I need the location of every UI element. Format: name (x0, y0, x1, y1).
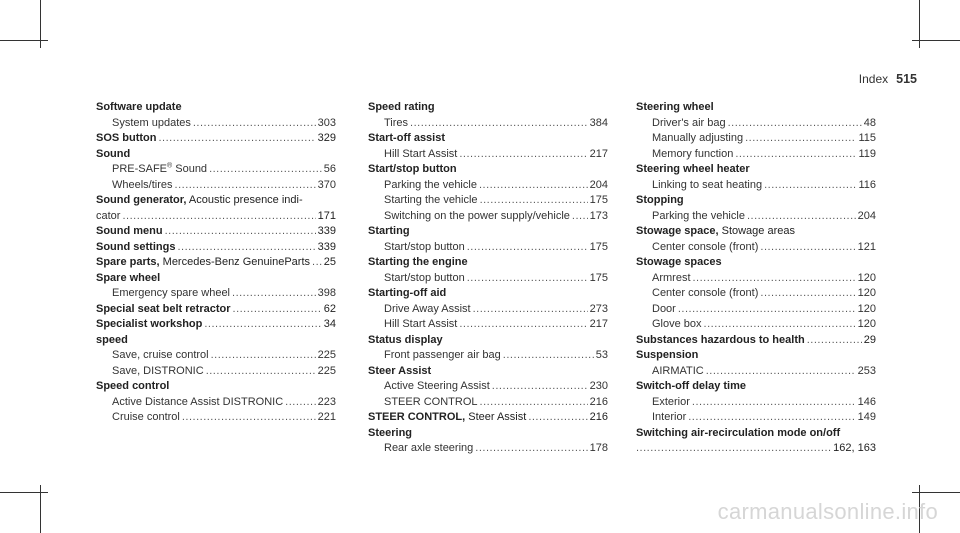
index-column-2 (368, 100, 608, 457)
page-number: 515 (896, 72, 917, 86)
entry-heading: Steering (368, 426, 413, 439)
index-entry[interactable]: Sound menu ..... 339 (96, 224, 336, 240)
index-entry[interactable]: STEER CONTROL, Steer Assist ..... 216 (368, 410, 608, 426)
entry-heading: Steering wheel (636, 101, 714, 113)
page-ref: 53 (595, 349, 608, 361)
index-entry (636, 100, 876, 162)
index-entry (368, 333, 608, 364)
page-ref: 25 (323, 256, 336, 268)
sub-entry[interactable]: PRE-SAFE® Sound ..... 56 (96, 162, 336, 178)
entry-heading: Start-off assist (368, 132, 446, 144)
page-ref: 56 (323, 163, 336, 175)
sub-entry[interactable]: Start/stop button ..... 175 (368, 271, 608, 287)
page-ref: 120 (857, 318, 876, 330)
index-entry[interactable]: Substances hazardous to health ..... 29 (636, 333, 876, 349)
sub-entry[interactable]: Start/stop button ..... 175 (368, 240, 608, 256)
page-ref: 171 (317, 209, 336, 222)
index-entry (636, 379, 876, 426)
sub-entry[interactable]: Active Steering Assist ..... 230 (368, 379, 608, 395)
page-ref: 225 (317, 364, 336, 377)
page-ref: 223 (317, 395, 336, 408)
page-ref: 398 (317, 287, 336, 299)
page-header (859, 72, 917, 86)
page-ref: 230 (589, 380, 608, 392)
entry-heading: Stopping (636, 194, 684, 206)
page-ref: 178 (589, 442, 608, 454)
sub-entry[interactable]: Door ..... 120 (636, 302, 876, 318)
crop-mark (0, 492, 48, 493)
sub-entry[interactable]: Memory function ..... 119 (636, 147, 876, 163)
page-ref: 384 (589, 116, 608, 129)
sub-entry[interactable]: AIRMATIC ..... 253 (636, 364, 876, 380)
page-ref: 175 (589, 271, 608, 284)
entry-heading: Spare wheel (96, 271, 161, 284)
page-ref: 253 (857, 364, 876, 377)
page-ref: 29 (863, 333, 876, 346)
index-entry (636, 193, 876, 224)
page-ref: 116 (858, 178, 876, 191)
index-entry (636, 255, 876, 333)
index-column-1 (96, 100, 336, 426)
entry-heading: Software update (96, 101, 182, 113)
page-ref: 48 (863, 116, 876, 129)
index-entry (368, 162, 608, 224)
entry-heading: speed (96, 333, 128, 346)
sub-entry[interactable]: Drive Away Assist ..... 273 (368, 302, 608, 318)
page-ref: 370 (317, 178, 336, 191)
sub-entry[interactable]: Hill Start Assist ..... 217 (368, 147, 608, 163)
entry-heading: Suspension (636, 349, 699, 361)
index-entry[interactable]: Sound generator, Acoustic presence indi- cator ..... 171 (96, 193, 336, 224)
sub-entry[interactable]: Glove box ..... 120 (636, 317, 876, 333)
index-entry (368, 426, 608, 457)
sub-entry[interactable]: Armrest ..... 120 (636, 271, 876, 287)
index-entry (96, 100, 336, 131)
page-ref: 217 (589, 318, 608, 330)
index-entry (96, 147, 336, 194)
page-ref: 175 (589, 194, 608, 206)
page-ref: 121 (857, 240, 876, 253)
index-entry (96, 271, 336, 302)
page-ref: 175 (589, 240, 608, 253)
page-ref: 173 (589, 209, 608, 222)
entry-heading: Speed rating (368, 101, 435, 113)
section-title: Index (858, 72, 889, 86)
page-ref: 204 (857, 209, 876, 222)
sub-entry[interactable]: Save, DISTRONIC ..... 225 (96, 364, 336, 380)
crop-mark (912, 40, 960, 41)
sub-entry[interactable]: Active Distance Assist DISTRONIC ..... 223 (96, 395, 336, 411)
sub-entry[interactable]: Hill Start Assist ..... 217 (368, 317, 608, 333)
index-entry[interactable]: SOS button ..... 329 (96, 131, 336, 147)
index-entry (368, 131, 608, 162)
index-entry (96, 379, 336, 426)
sub-entry[interactable]: Parking the vehicle ..... 204 (368, 178, 608, 194)
page-ref: 225 (317, 349, 336, 361)
entry-heading: Stowage spaces (636, 256, 722, 268)
page-ref: 149 (857, 411, 876, 423)
entry-heading: Speed control (96, 380, 170, 392)
sub-entry[interactable]: System updates ..... 303 (96, 116, 336, 132)
entry-heading: Steer Assist (368, 364, 432, 377)
sub-entry[interactable]: Tires ..... 384 (368, 116, 608, 132)
entry-heading: Start/stop button (368, 163, 457, 175)
crop-mark (912, 492, 960, 493)
index-entry (96, 333, 336, 380)
index-entry[interactable]: Special seat belt retractor ..... 62 (96, 302, 336, 318)
page-ref: 34 (323, 318, 336, 330)
entry-heading: Switching air-recirculation mode on/off (636, 426, 841, 439)
sub-entry[interactable]: Driver's air bag ..... 48 (636, 116, 876, 132)
page-ref: 146 (857, 395, 876, 408)
index-entry (368, 286, 608, 333)
sub-entry[interactable]: Parking the vehicle ..... 204 (636, 209, 876, 225)
entry-heading: Starting the engine (368, 256, 468, 268)
page-ref: 120 (857, 271, 876, 284)
page-ref: 120 (857, 287, 876, 299)
entry-heading: Switch-off delay time (636, 380, 747, 392)
sub-entry[interactable]: Wheels/tires ..... 370 (96, 178, 336, 194)
page-ref: 273 (589, 302, 608, 315)
sub-entry[interactable]: Exterior ..... 146 (636, 395, 876, 411)
sub-entry[interactable]: Manually adjusting ..... 115 (636, 131, 876, 147)
watermark: carmanualsonline.info (717, 499, 938, 524)
page-ref: 120 (857, 302, 876, 315)
page-ref: 303 (317, 116, 336, 129)
entry-heading: Starting-off aid (368, 287, 447, 299)
page-ref: 204 (589, 178, 608, 191)
sub-entry[interactable]: Cruise control ..... 221 (96, 410, 336, 426)
page-ref: 221 (317, 411, 336, 423)
page-ref: 216 (589, 411, 608, 423)
index-entry (368, 224, 608, 255)
page-ref: 217 (589, 147, 608, 160)
index-column-3 (636, 100, 876, 457)
sub-entry[interactable]: Switching on the power supply/vehicle ..... 173 (368, 209, 608, 225)
entry-heading: Steering wheel heater (636, 163, 750, 175)
index-entry[interactable] (636, 426, 876, 457)
sub-entry[interactable]: Linking to seat heating ..... 116 (636, 178, 876, 194)
crop-mark (0, 40, 48, 41)
sub-entry[interactable]: Front passenger air bag ..... 53 (368, 348, 608, 364)
index-entry[interactable]: Spare parts, Mercedes-Benz GenuineParts ..... 25 (96, 255, 336, 271)
sub-entry[interactable]: Save, cruise control ..... 225 (96, 348, 336, 364)
index-entry (368, 364, 608, 411)
sub-entry[interactable]: Center console (front) ..... 121 (636, 240, 876, 256)
index-entry (636, 348, 876, 379)
index-entry[interactable]: Specialist workshop ..... 34 (96, 317, 336, 333)
index-entry: Stowage space, Stowage areas Center console (front) ..... 121 (636, 224, 876, 255)
entry-heading: Status display (368, 333, 443, 346)
page-ref: 216 (589, 395, 608, 408)
index-entry (368, 255, 608, 286)
index-entry[interactable]: Sound settings ..... 339 (96, 240, 336, 256)
page-ref: 339 (317, 240, 336, 253)
index-entry (636, 162, 876, 193)
page-ref: 119 (858, 147, 876, 160)
page-ref: 339 (317, 225, 336, 237)
index-entry (368, 100, 608, 131)
page-ref: 115 (858, 132, 876, 144)
sub-entry[interactable]: Emergency spare wheel ..... 398 (96, 286, 336, 302)
page-ref: 162, 163 (833, 442, 876, 454)
sub-entry[interactable]: Rear axle steering ..... 178 (368, 441, 608, 457)
sub-entry[interactable]: Starting the vehicle ..... 175 (368, 193, 608, 209)
page-ref: 329 (317, 132, 336, 144)
page-ref: 62 (323, 302, 336, 315)
sub-entry[interactable]: Center console (front) ..... 120 (636, 286, 876, 302)
sub-entry[interactable]: STEER CONTROL ..... 216 (368, 395, 608, 411)
entry-heading: Sound (96, 147, 131, 160)
entry-heading: Starting (368, 225, 410, 237)
sub-entry[interactable]: Interior ..... 149 (636, 410, 876, 426)
